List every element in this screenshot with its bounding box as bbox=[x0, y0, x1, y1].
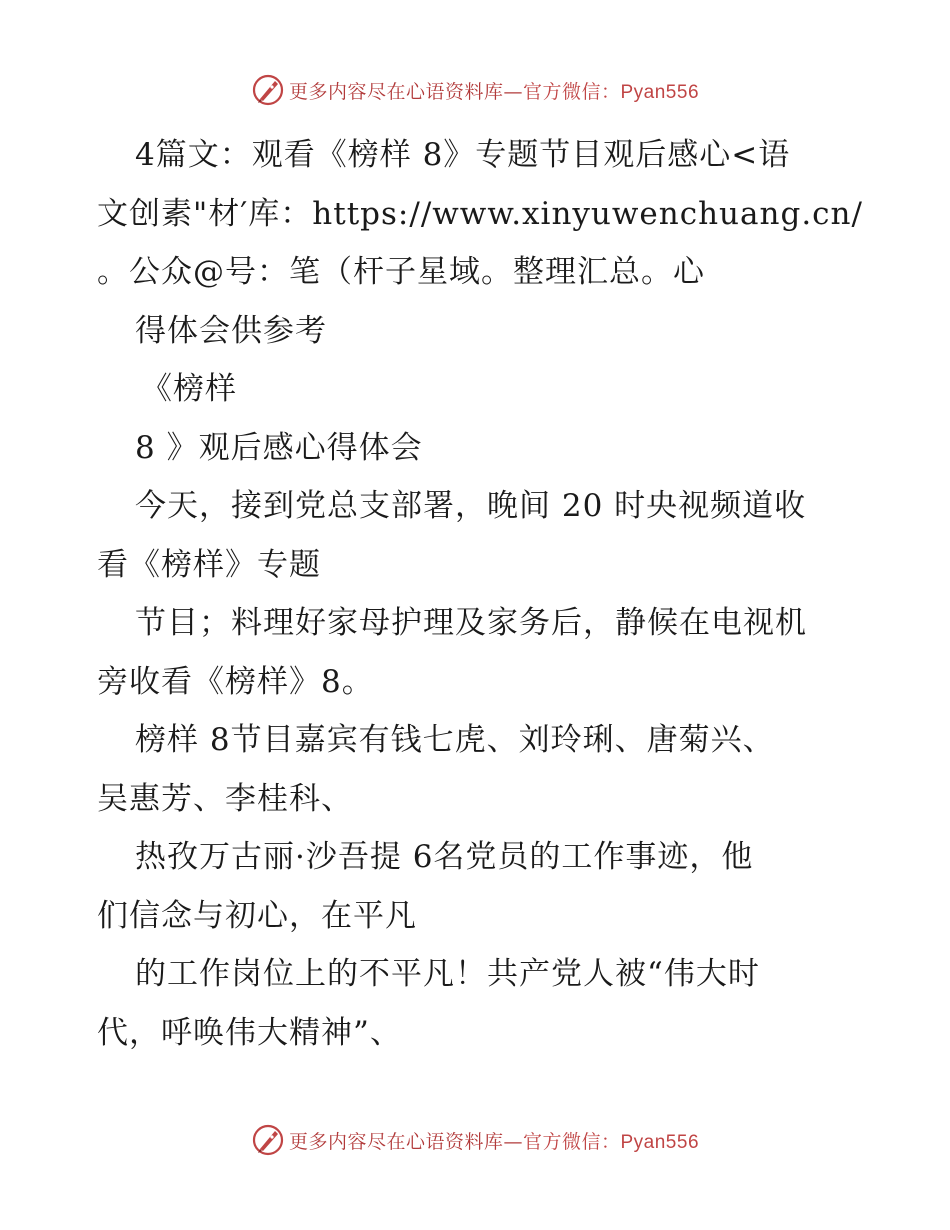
text-line: 们信念与初心，在平凡 bbox=[97, 897, 417, 934]
watermark-text bbox=[289, 1127, 699, 1154]
watermark-text bbox=[289, 77, 699, 104]
quill-pen-logo-icon bbox=[251, 1123, 285, 1157]
footer-watermark bbox=[0, 1120, 950, 1160]
watermark-site: 更多内容尽在心语资料库 bbox=[288, 80, 504, 103]
text-line: 节目；料理好家母护理及家务后，静候在电视机 bbox=[135, 605, 807, 641]
text-line: 榜样 8节目嘉宾有钱七虎、刘玲琍、唐菊兴、 bbox=[135, 722, 775, 758]
text-line: 8 》观后感心得体会 bbox=[135, 429, 423, 466]
document-body bbox=[97, 126, 897, 1062]
text-line: 4篇文：观看《榜样 8》专题节目观后感心<语 bbox=[135, 137, 791, 173]
text-line: 今天，接到党总支部署，晚间 20 时央视频道收 bbox=[135, 488, 807, 524]
watermark-separator: — bbox=[503, 1130, 523, 1153]
text-line: 看《榜样》专题 bbox=[97, 546, 321, 583]
watermark-separator: — bbox=[503, 80, 523, 103]
text-line: 旁收看《榜样》8。 bbox=[97, 663, 374, 700]
watermark-site: 更多内容尽在心语资料库 bbox=[288, 1130, 504, 1153]
watermark-wechat: 官方微信：Pyan556 bbox=[523, 81, 700, 103]
text-line: 。公众@号：笔（杆子星域。整理汇总。心 bbox=[97, 254, 705, 290]
watermark-wechat: 官方微信：Pyan556 bbox=[523, 1131, 700, 1153]
text-line: 吴惠芳、李桂科、 bbox=[97, 780, 353, 817]
text-line: 代，呼唤伟大精神”、 bbox=[97, 1014, 402, 1051]
quill-pen-logo-icon bbox=[251, 73, 285, 107]
text-line: 得体会供参考 bbox=[135, 312, 327, 349]
text-line: 的工作岗位上的不平凡！共产党人被“伟大时 bbox=[135, 956, 760, 992]
text-line: 文创素"材′库：https://www.xinyuwenchuang.cn/ bbox=[97, 195, 863, 232]
text-line: 《榜样 bbox=[141, 371, 237, 407]
header-watermark bbox=[0, 70, 950, 110]
text-line: 热孜万古丽·沙吾提 6名党员的工作事迹，他 bbox=[135, 839, 754, 875]
